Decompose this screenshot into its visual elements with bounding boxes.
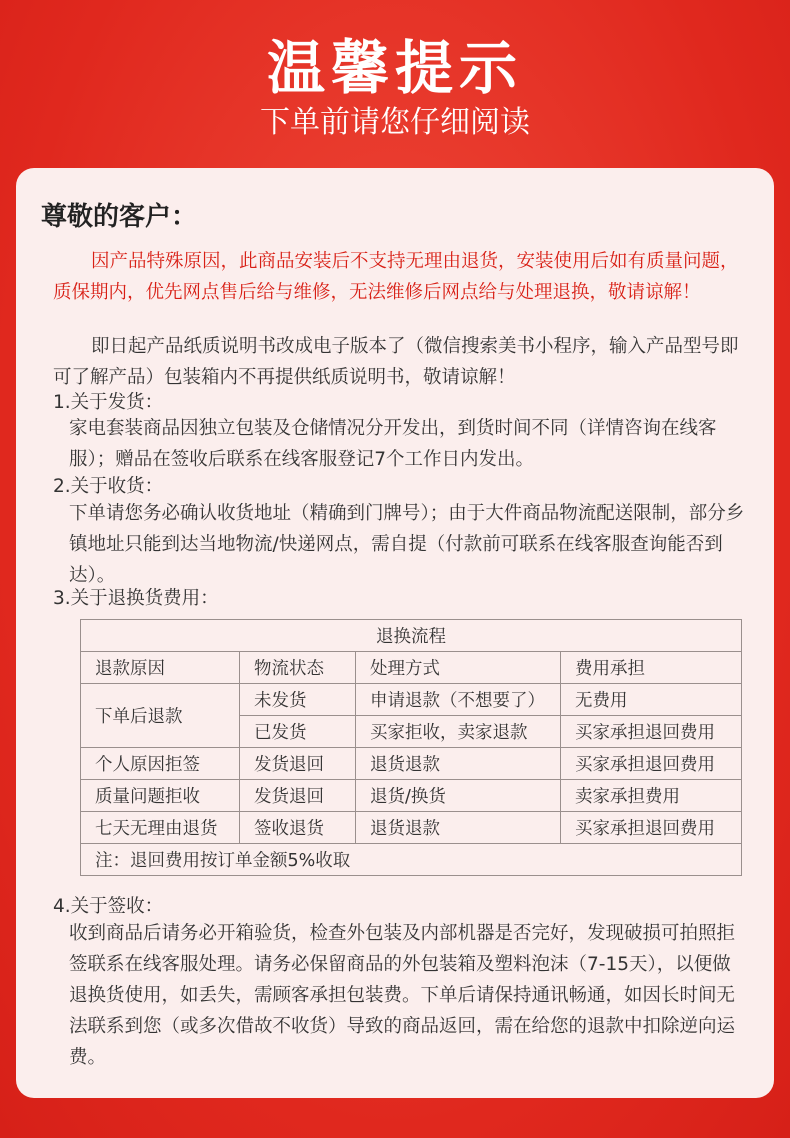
- cell-cost: 买家承担退回费用: [561, 748, 742, 780]
- page-title: 温馨提示: [266, 34, 523, 102]
- cell-cost: 买家承担退回费用: [561, 812, 742, 844]
- table-row: [81, 748, 742, 780]
- table-row: [81, 780, 742, 812]
- header-status: 物流状态: [240, 652, 356, 684]
- cell-reason: 七天无理由退货: [81, 812, 240, 844]
- cell-cost: 无费用: [561, 684, 742, 716]
- section-heading-shipping: 1.关于发货：: [53, 392, 164, 413]
- cell-status: 已发货: [240, 716, 356, 748]
- notice-manual: 即日起产品纸质说明书改成电子版本了（微信搜索美书小程序，输入产品型号即可了解产品）包装箱内不再提供纸质说明书，敬请谅解！: [53, 336, 739, 388]
- cell-method: 买家拒收，卖家退款: [356, 716, 561, 748]
- section-heading-signing: 4.关于签收：: [53, 896, 164, 917]
- header-reason: 退款原因: [81, 652, 240, 684]
- cell-status: 签收退货: [240, 812, 356, 844]
- table-title: 退换流程: [81, 620, 742, 652]
- cell-reason: 个人原因拒签: [81, 748, 240, 780]
- return-fee-table: [80, 619, 742, 876]
- cell-status: 发货退回: [240, 780, 356, 812]
- table-title-row: [81, 620, 742, 652]
- cell-cost: 买家承担退回费用: [561, 716, 742, 748]
- header-method: 处理方式: [356, 652, 561, 684]
- table-note: 注：退回费用按订单金额5%收取: [81, 844, 742, 876]
- table-row: [81, 684, 742, 716]
- section-body-signing: 收到商品后请务必开箱验货，检查外包装及内部机器是否完好，发现破损可拍照拒签联系在线客服处理。请务必保留商品的外包装箱及塑料泡沫（7-15天），以便做退换货使用，如丢失，需顾客承担包装费。下单后请保持通讯畅通，如因长时间无法联系到您（或多次借故不收货）导致的商品返回，需在给您的退款中扣除逆向运费。: [69, 923, 736, 1068]
- cell-method: 退货/换货: [356, 780, 561, 812]
- section-body-shipping: 家电套装商品因独立包装及仓储情况分开发出，到货时间不同（详情咨询在线客服）；赠品在签收后联系在线客服登记7个工作日内发出。: [69, 418, 717, 470]
- page-subtitle: 下单前请您仔细阅读: [260, 105, 530, 140]
- section-heading-receiving: 2.关于收货：: [53, 476, 164, 497]
- cell-cost: 卖家承担费用: [561, 780, 742, 812]
- table-row: [81, 812, 742, 844]
- cell-status: 未发货: [240, 684, 356, 716]
- cell-reason: 下单后退款: [81, 684, 240, 748]
- section-heading-return-fees: 3.关于退换货费用：: [53, 588, 219, 609]
- cell-method: 退货退款: [356, 748, 561, 780]
- cell-reason: 质量问题拒收: [81, 780, 240, 812]
- table-note-row: [81, 844, 742, 876]
- cell-status: 发货退回: [240, 748, 356, 780]
- notice-card: [16, 168, 774, 1098]
- cell-method: 申请退款（不想要了）: [356, 684, 561, 716]
- table-header-row: [81, 652, 742, 684]
- section-body-receiving: 下单请您务必确认收货地址（精确到门牌号）；由于大件商品物流配送限制，部分乡镇地址只能到达当地物流/快递网点，需自提（付款前可联系在线客服查询能否到达）。: [69, 503, 745, 586]
- cell-method: 退货退款: [356, 812, 561, 844]
- greeting: 尊敬的客户：: [41, 202, 198, 232]
- notice-no-return: 因产品特殊原因，此商品安装后不支持无理由退货，安装使用后如有质量问题，质保期内，优先网点售后给与维修，无法维修后网点给与处理退换，敬请谅解！: [53, 251, 739, 303]
- header-cost: 费用承担: [561, 652, 742, 684]
